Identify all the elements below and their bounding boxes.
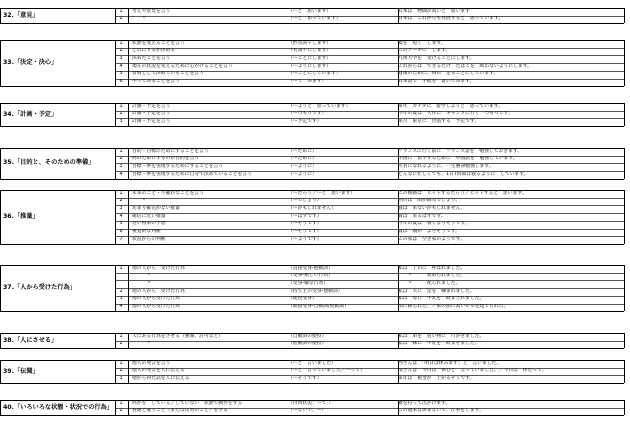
row-example: 明日は 雨が降るでしょう。 <box>398 198 461 204</box>
section-title: 39.「伝聞」 <box>3 367 39 375</box>
table-row <box>115 79 624 86</box>
table-row <box>115 341 624 348</box>
row-description: 決めたことを言う <box>132 56 171 61</box>
column-divider <box>624 360 625 383</box>
row-number <box>117 273 125 280</box>
row-description: 考えや意見を言う <box>132 8 171 14</box>
row-example: 今年の夏は 久住に キャンプに行く つもりです。 <box>398 111 513 117</box>
section-title: 38.「人にさせる」 <box>3 336 58 344</box>
table-row <box>115 48 624 55</box>
table-row <box>115 172 624 179</box>
table-row <box>115 206 624 213</box>
table-row <box>115 41 624 48</box>
section-title: 36.「推量」 <box>3 212 39 220</box>
row-pattern: （〜と 思います） <box>288 8 332 14</box>
row-example: 私は 妹に 牛乳を 飲ませました。 <box>398 341 480 347</box>
table-row <box>115 9 624 16</box>
row-number: 4 <box>119 213 123 219</box>
table-row <box>115 304 624 311</box>
row-example: 日本は これからも発展すると 思っています。 <box>398 16 504 22</box>
row-pattern: （受身-嫌な行為） <box>288 281 329 286</box>
row-description: 目的・目標のためにすることを言う <box>132 148 209 154</box>
row-description: 〃 <box>132 341 152 347</box>
section-left-border <box>0 333 1 348</box>
row-pattern: （〜そうです） <box>288 221 322 227</box>
section-left-border <box>0 103 1 126</box>
row-description: 視覚的な判断 <box>132 229 161 235</box>
row-pattern: （受身-嬉しい行為） <box>288 273 333 279</box>
row-number: 3 <box>119 56 123 61</box>
row-number: 2 <box>119 198 123 204</box>
section-left-border <box>0 148 1 179</box>
row-example: 来年は 税金が 上がるそうです。 <box>398 376 475 381</box>
row-description: 確信に近い推量 <box>132 213 166 219</box>
table-row <box>115 119 624 126</box>
row-description: 他の人から受けた行為 <box>132 304 180 310</box>
row-number: 7 <box>119 236 123 242</box>
column-divider <box>624 103 625 126</box>
row-description: 計画・予定を言う <box>132 119 171 124</box>
table-row <box>115 104 624 111</box>
row-number: 1 <box>119 190 123 196</box>
row-number: 5 <box>119 71 123 77</box>
column-divider <box>624 265 625 311</box>
row-example: 彼は 来ないかもしれません。 <box>398 206 466 211</box>
row-description: やってみることを言う <box>132 79 180 85</box>
row-description: 現在の状況を変えるために心がけることを言う <box>132 63 233 69</box>
table-row <box>115 214 624 221</box>
row-pattern: （直接受身-他動詞） <box>288 265 333 271</box>
table-row <box>115 361 624 368</box>
row-pattern: （〜はずです） <box>288 213 322 219</box>
section-title: 40.「いろいろな状態・状況での行為」 <box>3 403 113 411</box>
row-description: 未来のこと・不確かなことを言う <box>132 190 204 196</box>
table-row <box>115 376 624 383</box>
row-pattern: （〜ことにします） <box>288 56 332 61</box>
row-number: 1 <box>119 265 123 271</box>
table-row <box>115 408 624 415</box>
row-pattern: （〜だろう／〜と 思います） <box>288 190 356 196</box>
row-description: 〃 <box>132 273 152 279</box>
row-number: 6 <box>119 229 123 235</box>
row-description: 他人の発言を言う <box>132 360 171 366</box>
section-title: 35.「目的と、そのための準備」 <box>3 159 95 167</box>
row-pattern: （〜つもりです） <box>288 111 327 117</box>
row-description: 習慣として決めていることを言う <box>132 71 204 77</box>
column-divider <box>624 400 625 415</box>
section-title: 32.「意見」 <box>3 11 39 19</box>
row-description: 計画・予定を言う <box>132 111 171 117</box>
row-description: どれにするか決める <box>132 48 176 54</box>
row-description: 状態を変えることを言う <box>132 40 185 46</box>
section-left-border <box>0 265 1 311</box>
row-example: 私は 犬に 足を 噛まれました。 <box>398 288 475 294</box>
row-divider <box>0 86 624 87</box>
row-number: 3 <box>119 296 123 302</box>
table-row <box>115 198 624 205</box>
row-description: 他人の発言を人に伝える <box>132 368 185 374</box>
row-pattern: （〜ように） <box>288 164 317 169</box>
row-description: 近い将来の予想 <box>132 221 166 227</box>
row-number: 3 <box>119 164 123 169</box>
row-number: 1 <box>119 103 123 109</box>
row-example: 来年 カナダに 留学しようと 思っています。 <box>398 103 503 109</box>
row-description: 何のためにするのか目的を言う <box>132 156 200 162</box>
row-number: 2 <box>119 368 123 374</box>
table-row <box>115 111 624 118</box>
row-number: 2 <box>119 288 123 294</box>
column-divider <box>624 40 625 86</box>
row-pattern: （〜ことにしています） <box>288 71 341 77</box>
row-example: 〃 褒められました。 <box>398 273 466 279</box>
row-example: この家は 空き家のようです。 <box>398 236 465 242</box>
table-row <box>115 281 624 288</box>
table-row <box>115 164 624 171</box>
row-number: 3 <box>119 206 123 211</box>
row-example: 髪を 短く します。 <box>398 40 446 46</box>
column-divider <box>624 148 625 179</box>
table-row <box>115 221 624 228</box>
row-pattern: （〜予定です） <box>288 119 322 124</box>
row-number <box>117 281 125 288</box>
row-example: 私は 母に 牛乳を 飲まされました。 <box>398 296 485 302</box>
row-description: 目標・夢を実現するために自分で決めていることを言う <box>132 171 252 177</box>
row-pattern: （〜そうです） <box>288 229 322 235</box>
row-divider <box>0 244 624 245</box>
section-left-border <box>0 360 1 383</box>
row-pattern: （付帯状況：〜て、） <box>288 400 334 406</box>
row-pattern: （〜かもしれません） <box>288 206 336 211</box>
table-row <box>115 401 624 408</box>
table-row <box>115 368 624 375</box>
column-divider <box>624 333 625 348</box>
row-number: 2 <box>119 341 123 347</box>
row-divider <box>0 23 624 24</box>
table-row <box>115 64 624 71</box>
row-example: 今年の夏は 暑くなりそうです。 <box>398 221 470 227</box>
row-divider <box>0 126 624 127</box>
row-number: 6 <box>119 79 123 85</box>
row-number: 2 <box>119 111 123 117</box>
row-description: 人にある行為をさせる（強制、許可など） <box>132 333 224 339</box>
row-description: 他の人から受けた行為 <box>132 296 180 302</box>
row-description: 状況からの判断 <box>132 236 166 242</box>
row-description: 他の人から 受けた行為 <box>132 265 185 271</box>
table-row <box>115 229 624 236</box>
row-example: 中国に 留学するために 中国語を 勉強しています。 <box>398 156 518 162</box>
section-title: 33.「決定・決心」 <box>3 59 58 67</box>
row-example: 日本は 物価が高いと 思います <box>398 8 470 14</box>
table-row <box>115 237 624 244</box>
row-example: 雨に降られた。／家の前に高いビルを建てられた。 <box>398 304 509 310</box>
column-divider <box>624 8 625 23</box>
row-number: 2 <box>119 408 123 414</box>
table-row <box>115 273 624 280</box>
row-example: フランスに行く前に フランス語を 勉強しておきます。 <box>398 148 523 154</box>
row-example: 私は 弟を 買い物に 行かせました。 <box>398 333 485 339</box>
row-example: この映画は ヒットするだろう／ヒットすると 思います。 <box>398 190 527 196</box>
row-number: 2 <box>119 16 123 22</box>
row-pattern: （他動詞の使役） <box>288 341 327 347</box>
row-number: 1 <box>119 333 123 339</box>
row-description: 〃 <box>132 198 147 204</box>
row-example: 〃 叱られました。 <box>398 281 461 286</box>
row-example: 医者になれるように、一生懸命勉強します。 <box>398 164 494 169</box>
row-description: 〃 <box>132 281 152 286</box>
table-row <box>115 156 624 163</box>
section-left-border <box>0 8 1 23</box>
row-pattern: （〜そうです） <box>288 376 322 381</box>
row-example: 健康のために、毎日 走ることにしています。 <box>398 71 499 77</box>
table-row <box>115 289 624 296</box>
row-pattern: （持ち主の受身-他動詞） <box>288 288 343 294</box>
section-left-border <box>0 400 1 415</box>
row-description: 何かを している／していない 状態で動作をする <box>132 400 243 406</box>
row-pattern: （〜と 思っています） <box>288 16 341 22</box>
table-row <box>115 296 624 303</box>
row-number: 1 <box>119 40 123 46</box>
row-pattern: （〜ために） <box>288 156 317 162</box>
row-number: 4 <box>119 171 123 177</box>
row-pattern: （自動詞の使役） <box>288 333 327 339</box>
row-example: 南さんは 今日は 休むと 言っていました。／今日は 休むって。 <box>398 368 547 374</box>
row-example: これからは できるだけ たばこを 吸わないようにします。 <box>398 63 532 69</box>
row-example: どんなに忙しくても、1日7時間は寝るように しています。 <box>398 171 529 177</box>
row-number: 1 <box>119 8 123 14</box>
row-divider <box>0 383 624 384</box>
row-divider <box>0 348 624 349</box>
row-number: 4 <box>119 63 123 69</box>
row-pattern: （〜ように） <box>288 171 317 177</box>
row-number: 2 <box>119 48 123 54</box>
table-row <box>115 56 624 63</box>
section-left-border <box>0 40 1 86</box>
row-pattern: （〜ようにします） <box>288 63 332 69</box>
row-divider <box>0 179 624 180</box>
row-number: 1 <box>119 400 123 406</box>
row-description: 他から得た話を人に伝える <box>132 376 190 381</box>
table-row <box>115 266 624 273</box>
row-number: 3 <box>119 376 123 381</box>
row-pattern: （使役受身） <box>288 296 317 302</box>
row-number: 5 <box>119 221 123 227</box>
table-row <box>115 334 624 341</box>
row-example: 私は 上司に 呼ばれました。 <box>398 265 466 271</box>
row-pattern: （〜ないで、〜） <box>288 408 327 414</box>
row-example: 日本語で 手紙を 書いてみます。 <box>398 79 475 85</box>
row-pattern: （〜ようです） <box>288 236 322 242</box>
row-example: 鍵を持って出かけます。 <box>398 400 451 406</box>
row-number: 2 <box>119 156 123 162</box>
row-description: 〃 <box>132 16 147 22</box>
table-row <box>115 191 624 198</box>
row-pattern: （名詞＋にします） <box>288 48 332 54</box>
row-description: 計画・予定を言う <box>132 103 171 109</box>
row-example: 彼は 来るはずです。 <box>398 213 446 219</box>
row-pattern: （間接受身-自動詞/他動詞） <box>288 304 349 310</box>
section-title: 34.「計画・予定」 <box>3 110 58 118</box>
row-description: 普通と違うこと（または反対のこと）をする <box>132 408 228 414</box>
row-number: 3 <box>119 119 123 124</box>
table-row <box>115 16 624 23</box>
section-left-border <box>0 190 1 244</box>
section-title: 37.「人から受けた行為」 <box>3 284 76 292</box>
row-pattern: （〜て みます） <box>288 79 327 85</box>
row-example: 彼は 頭が よさそうです。 <box>398 229 460 235</box>
table-row <box>115 149 624 156</box>
row-description: 他の人から 受けた行為 <box>132 288 185 294</box>
row-pattern: （形容詞＋します） <box>288 40 332 46</box>
row-pattern: （〜と 言っていました／〜って） <box>288 368 365 374</box>
row-description: あまり確信がない推量 <box>132 206 180 211</box>
row-pattern: （〜でしょう） <box>288 198 322 204</box>
row-pattern: （〜と 言いました） <box>288 360 336 366</box>
row-pattern: （〜ために） <box>288 148 317 154</box>
row-example: 来月 東京に 出張する 予定です。 <box>398 119 480 124</box>
row-example: このケーキに します。 <box>398 48 451 54</box>
row-divider <box>0 311 624 312</box>
table-row <box>115 71 624 78</box>
row-example: 西さんは 「明日は休みます」と 言いました。 <box>398 360 502 366</box>
row-description: 目標・夢を実現するためにすることを言う <box>132 164 224 169</box>
row-example: この週末は休まないで、仕事をします。 <box>398 408 484 414</box>
row-divider <box>0 415 624 416</box>
row-number: 1 <box>119 148 123 154</box>
row-example: 九州大学を 受けることにします。 <box>398 56 475 61</box>
row-number: 4 <box>119 304 123 310</box>
row-number: 1 <box>119 360 123 366</box>
column-divider <box>624 190 625 244</box>
row-pattern: （〜ようと 思っています） <box>288 103 351 109</box>
